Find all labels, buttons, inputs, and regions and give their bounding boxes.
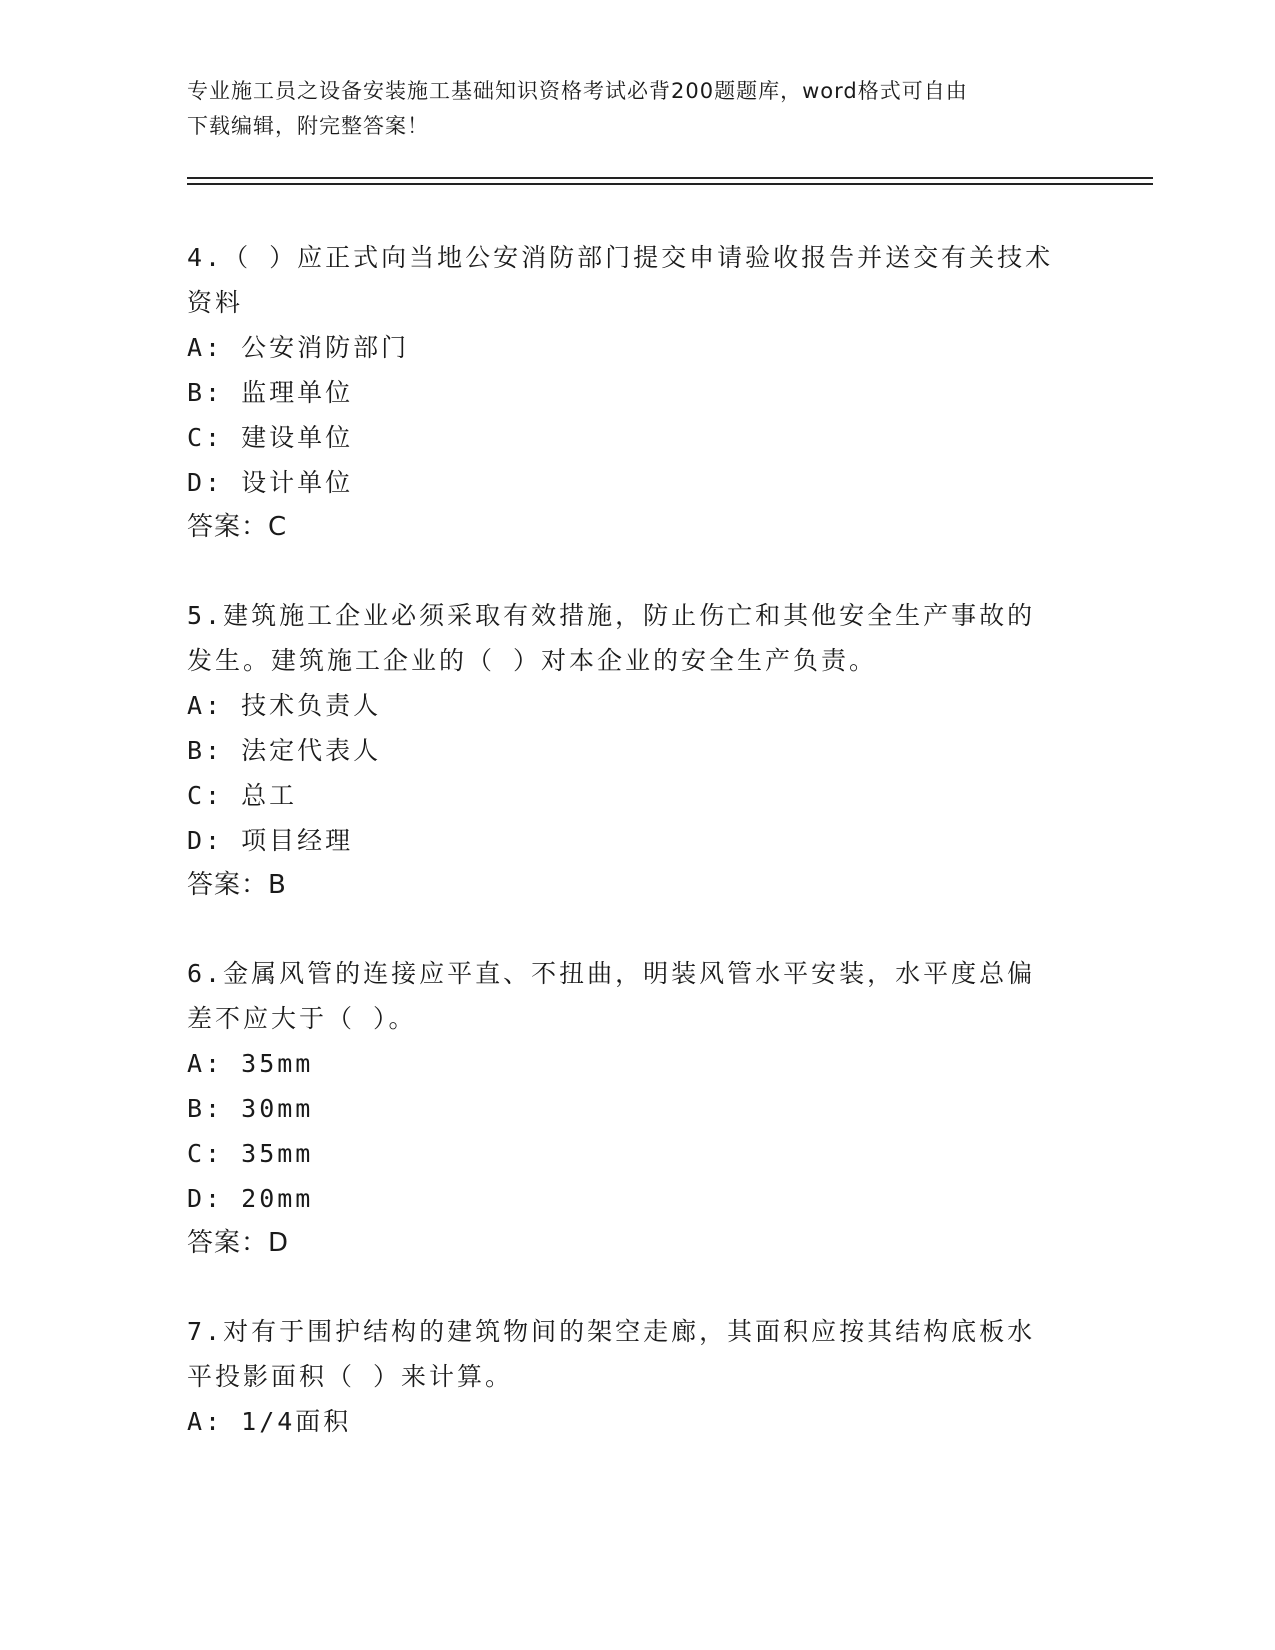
option-a: A: 35mm [187, 1049, 314, 1078]
option-c: C: 35mm [187, 1139, 314, 1168]
option-c: C: 建设单位 [187, 423, 354, 452]
option-a: A: 技术负责人 [187, 691, 382, 720]
question-4 [187, 235, 1087, 550]
question-stem-line: 资料 [187, 288, 244, 317]
header-rule-bottom [187, 183, 1153, 185]
option-d: D: 设计单位 [187, 468, 354, 497]
option-d: D: 20mm [187, 1184, 314, 1213]
option-a: A: 1/4面积 [187, 1407, 352, 1436]
question-6 [187, 951, 1087, 1266]
question-stem-line: 差不应大于（ ）。 [187, 1004, 417, 1033]
option-b: B: 法定代表人 [187, 736, 382, 765]
option-d: D: 项目经理 [187, 826, 354, 855]
question-stem-line: 发生。建筑施工企业的（ ）对本企业的安全生产负责。 [187, 646, 878, 675]
question-list [187, 235, 1087, 1487]
question-stem-line: 6.金属风管的连接应平直、不扭曲，明装风管水平安装，水平度总偏 [187, 959, 1036, 988]
answer-line: 答案：D [187, 1228, 290, 1258]
question-stem-line: 7.对有于围护结构的建筑物间的架空走廊，其面积应按其结构底板水 [187, 1317, 1036, 1346]
answer-line: 答案：C [187, 512, 288, 542]
header-line-1: 专业施工员之设备安装施工基础知识资格考试必背200题题库，word格式可自由 [187, 79, 968, 103]
question-stem-line: 平投影面积（ ）来计算。 [187, 1362, 514, 1391]
answer-line: 答案：B [187, 870, 287, 900]
question-stem-line: 5.建筑施工企业必须采取有效措施，防止伤亡和其他安全生产事故的 [187, 601, 1036, 630]
document-header [187, 74, 1087, 144]
header-line-2: 下载编辑，附完整答案！ [187, 114, 429, 138]
option-c: C: 总工 [187, 781, 298, 810]
option-b: B: 监理单位 [187, 378, 354, 407]
question-5 [187, 593, 1087, 908]
question-7 [187, 1309, 1087, 1444]
option-a: A: 公安消防部门 [187, 333, 410, 362]
header-rule-top [187, 177, 1153, 179]
question-stem-line: 4.（ ）应正式向当地公安消防部门提交申请验收报告并送交有关技术 [187, 243, 1054, 272]
option-b: B: 30mm [187, 1094, 314, 1123]
